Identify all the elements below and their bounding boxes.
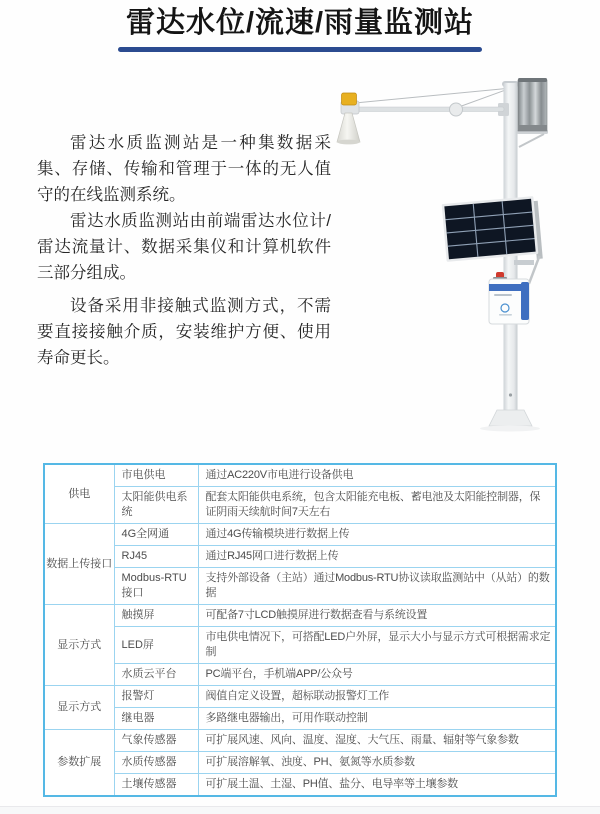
cable-lines	[355, 88, 511, 108]
spec-table-section	[43, 463, 555, 797]
spec-row	[44, 605, 556, 627]
spec-row	[44, 568, 556, 605]
spec-item: 水质传感器	[114, 752, 198, 774]
spec-row	[44, 627, 556, 664]
spec-desc: 可扩展风速、风向、温度、湿度、大气压、雨量、辐射等气象参数	[198, 730, 556, 752]
station-svg	[328, 55, 572, 435]
spec-row	[44, 664, 556, 686]
spec-item: 触摸屏	[114, 605, 198, 627]
intro-paragraph: 设备采用非接触式监测方式，不需要直接接触介质，安装维护方便、使用寿命更长。	[37, 297, 331, 367]
spec-desc: PC端平台，手机端APP/公众号	[198, 664, 556, 686]
rain-gauge	[517, 78, 548, 147]
mounting-arm	[348, 103, 509, 116]
spec-row	[44, 464, 556, 487]
spec-row	[44, 546, 556, 568]
spec-category: 参数扩展	[44, 730, 114, 797]
spec-row	[44, 752, 556, 774]
spec-row	[44, 730, 556, 752]
spec-desc: 多路继电器输出，可用作联动控制	[198, 708, 556, 730]
spec-table-body	[44, 464, 556, 796]
title-underline	[118, 47, 482, 52]
page-title: 雷达水位/流速/雨量监测站	[125, 7, 475, 39]
control-box	[489, 272, 529, 324]
spec-desc: 可配备7寸LCD触摸屏进行数据查看与系统设置	[198, 605, 556, 627]
spec-desc: 可扩展土温、土湿、PH值、盐分、电导率等土壤参数	[198, 774, 556, 797]
station-illustration	[328, 55, 572, 435]
spec-desc: 通过AC220V市电进行设备供电	[198, 464, 556, 487]
radar-sensor	[337, 93, 360, 144]
spec-row	[44, 708, 556, 730]
spec-row	[44, 686, 556, 708]
intro-paragraph: 雷达水质监测站由前端雷达水位计/雷达流量计、数据采集仪和计算机软件三部分组成。	[37, 212, 331, 282]
spec-category: 显示方式	[44, 605, 114, 686]
spec-table	[43, 463, 557, 797]
spec-desc: 通过RJ45网口进行数据上传	[198, 546, 556, 568]
spec-item: 土壤传感器	[114, 774, 198, 797]
spec-category: 显示方式	[44, 686, 114, 730]
spec-row	[44, 774, 556, 797]
intro-text	[37, 130, 331, 371]
spec-item: 太阳能供电系统	[114, 487, 198, 524]
spec-item: 市电供电	[114, 464, 198, 487]
footer-strip	[0, 806, 600, 814]
spec-desc: 阀值自定义设置，超标联动报警灯工作	[198, 686, 556, 708]
spec-desc: 可扩展溶解氧、浊度、PH、氨氮等水质参数	[198, 752, 556, 774]
panel-bracket	[514, 260, 534, 265]
spec-item: 4G全网通	[114, 524, 198, 546]
spec-category: 供电	[44, 464, 114, 524]
radar-yellow-cap	[342, 93, 357, 105]
page-header	[0, 4, 600, 52]
spec-category: 数据上传接口	[44, 524, 114, 605]
spec-item: 报警灯	[114, 686, 198, 708]
spec-item: 水质云平台	[114, 664, 198, 686]
solar-panel	[442, 196, 545, 291]
spec-item: Modbus-RTU接口	[114, 568, 198, 605]
radar-horn	[337, 113, 360, 142]
intro-paragraph: 雷达水质监测站是一种集数据采集、存储、传输和管理于一体的无人值守的在线监测系统。	[37, 134, 331, 204]
spec-item: 继电器	[114, 708, 198, 730]
base-flange	[480, 410, 540, 432]
spec-row	[44, 524, 556, 546]
spec-item: 气象传感器	[114, 730, 198, 752]
spec-row	[44, 487, 556, 524]
spec-item: RJ45	[114, 546, 198, 568]
spec-desc: 通过4G传输模块进行数据上传	[198, 524, 556, 546]
spec-desc: 配套太阳能供电系统，包含太阳能充电板、蓄电池及太阳能控制器，保证阴雨天续航时间7天左右	[198, 487, 556, 524]
spec-desc: 市电供电情况下，可搭配LED户外屏，显示大小与显示方式可根据需求定制	[198, 627, 556, 664]
spec-desc: 支持外部设备（主站）通过Modbus-RTU协议读取监测站中（从站）的数据	[198, 568, 556, 605]
spec-item: LED屏	[114, 627, 198, 664]
